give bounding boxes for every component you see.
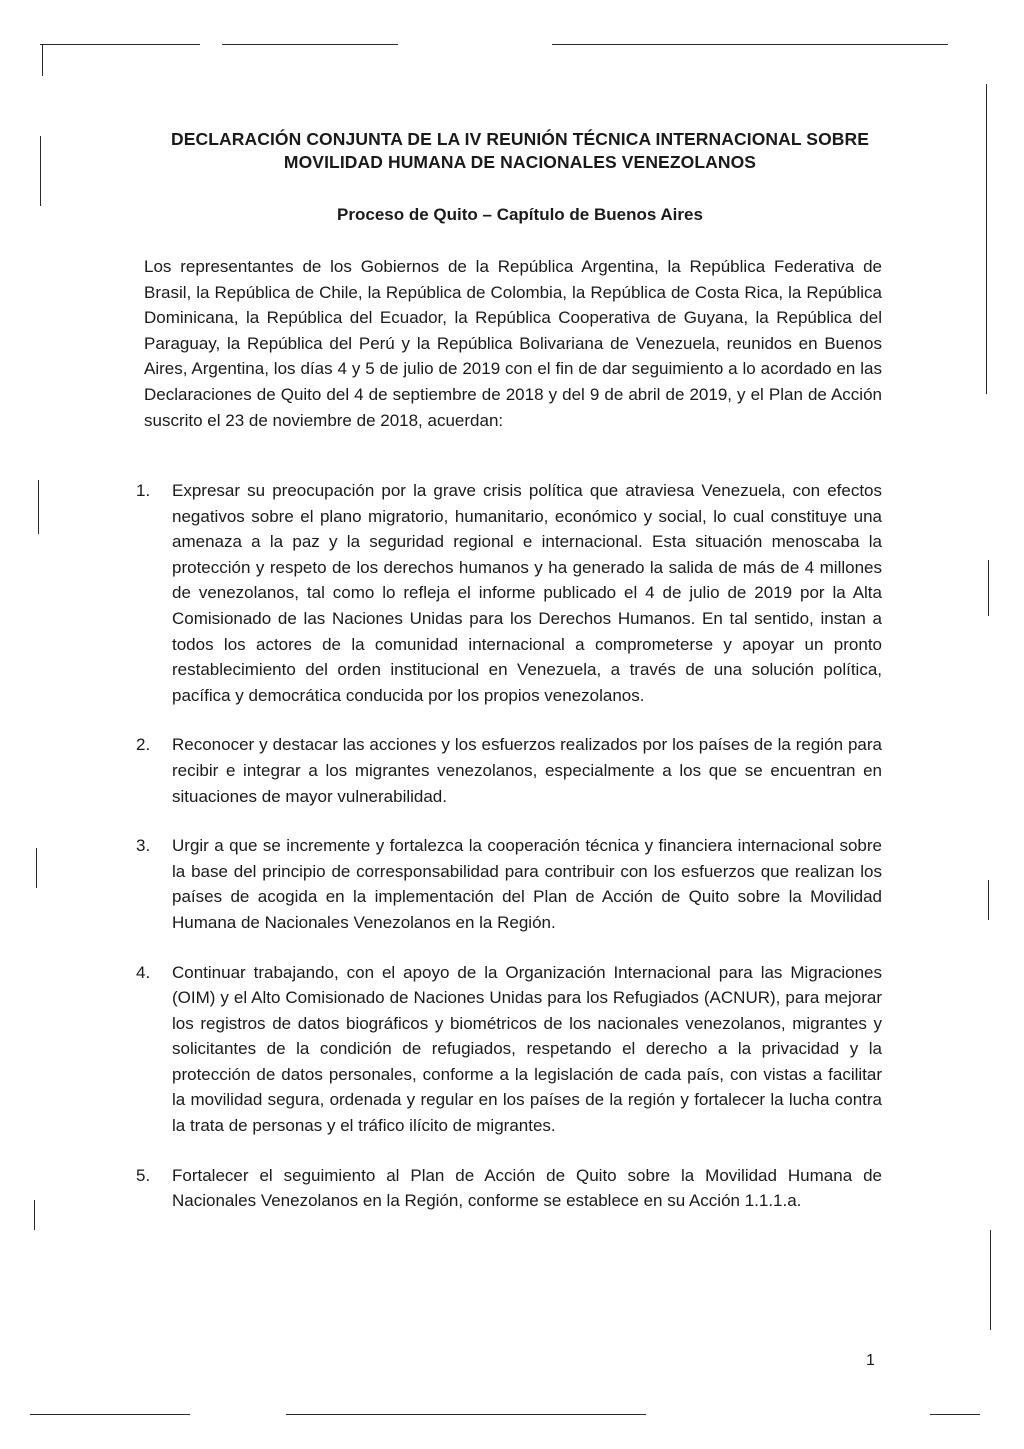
list-item-number: 4.: [136, 962, 151, 982]
scan-border-left-1: [40, 136, 41, 206]
list-item-text: Continuar trabajando, con el apoyo de la Organización Internacional para las Migraciones (OIM) y el Alto Comisionado de Naciones Unidas para los Refugiados (ACNUR), para mejorar los registros de datos biográficos y biométricos de los nacionales venezolanos, migrantes y solicitantes de la condición de refugiados, respetando el derecho a la privacidad y la protección de datos personales, conforme a la legislación de cada país, con vistas a facilitar la movilidad segura, ordenada y regular en los países de la región y fortalecer la lucha contra la trata de personas y el tráfico ilícito de migrantes.: [172, 962, 882, 1136]
list-item-number: 3.: [136, 836, 151, 856]
list-item-number: 5.: [136, 1165, 151, 1185]
intro-paragraph: Los representantes de los Gobiernos de la República Argentina, la República Federativa de Brasil, la República de Chile, la República de Colombia, la República de Costa Rica, la República Dominicana, la República del Ecuador, la República Cooperativa de Guyana, la República del Paraguay, la República del Perú y la República Bolivariana de Venezuela, reunidos en Buenos Aires, Argentina, los días 4 y 5 de julio de 2019 con el fin de dar seguimiento a lo acordado en las Declaraciones de Quito del 4 de septiembre de 2018 y del 9 de abril de 2019, y el Plan de Acción suscrito el 23 de noviembre de 2018, acuerdan:: [144, 257, 882, 430]
list-item-number: 1.: [136, 481, 151, 500]
scan-border-left-4: [34, 1200, 35, 1230]
list-item: [120, 478, 882, 708]
list-item: [120, 960, 882, 1139]
scan-border-top-left: [40, 44, 200, 45]
title-line-2: MOVILIDAD HUMANA DE NACIONALES VENEZOLANOS: [283, 152, 757, 172]
title-line-1: DECLARACIÓN CONJUNTA DE LA IV REUNIÓN TÉCNICA INTERNACIONAL SOBRE: [170, 129, 870, 149]
list-item-text: Reconocer y destacar las acciones y los esfuerzos realizados por los países de la región para recibir e integrar a los migrantes venezolanos, especialmente a los que se encuentran en situaciones de mayor vulnerabilidad.: [172, 735, 882, 806]
scan-border-left-top: [42, 44, 43, 76]
list-item-text: Urgir a que se incremente y fortalezca la cooperación técnica y financiera internacional sobre la base del principio de corresponsabilidad para contribuir con los esfuerzos que realizan los países de acogida en la implementación del Plan de Acción de Quito sobre la Movilidad Humana de Nacionales Venezolanos en la Región.: [172, 836, 882, 932]
scan-border-top-mid: [222, 44, 398, 45]
agreement-list: [120, 478, 882, 1238]
scan-border-right-1: [986, 84, 987, 394]
scan-border-right-4: [990, 1230, 991, 1330]
scan-border-right-3: [988, 880, 989, 920]
list-item: [120, 1163, 882, 1214]
scan-border-bottom-right: [930, 1414, 980, 1415]
list-item: [120, 732, 882, 809]
document-title: [150, 128, 890, 174]
scan-border-left-2: [38, 480, 39, 534]
scan-border-left-3: [36, 848, 37, 888]
list-item-text: Fortalecer el seguimiento al Plan de Acción de Quito sobre la Movilidad Humana de Nacionales Venezolanos en la Región, conforme se establece en su Acción 1.1.1.a.: [172, 1165, 882, 1211]
scan-border-right-2: [988, 560, 989, 616]
page-number: 1: [866, 1352, 875, 1369]
list-item-text: Expresar su preocupación por la grave crisis política que atraviesa Venezuela, con efectos negativos sobre el plano migratorio, humanitario, económico y social, lo cual constituye una amenaza a la paz y la seguridad regional e internacional. Esta situación menoscaba la protección y respeto de los derechos humanos y ha generado la salida de más de 4 millones de venezolanos, tal como lo refleja el informe publicado el 4 de julio de 2019 por la Alta Comisionado de las Naciones Unidas para los Derechos Humanos. En tal sentido, instan a todos los actores de la comunidad internacional a comprometerse y apoyar un pronto restablecimiento del orden institucional en Venezuela, a través de una solución política, pacífica y democrática conducida por los propios venezolanos.: [172, 481, 882, 705]
scan-border-bottom-left: [30, 1414, 190, 1415]
document-subtitle: Proceso de Quito – Capítulo de Buenos Aires: [337, 205, 703, 224]
scan-border-top-right: [552, 44, 948, 45]
scan-border-bottom-mid: [286, 1414, 646, 1415]
list-item: [120, 833, 882, 935]
list-item-number: 2.: [136, 735, 151, 755]
